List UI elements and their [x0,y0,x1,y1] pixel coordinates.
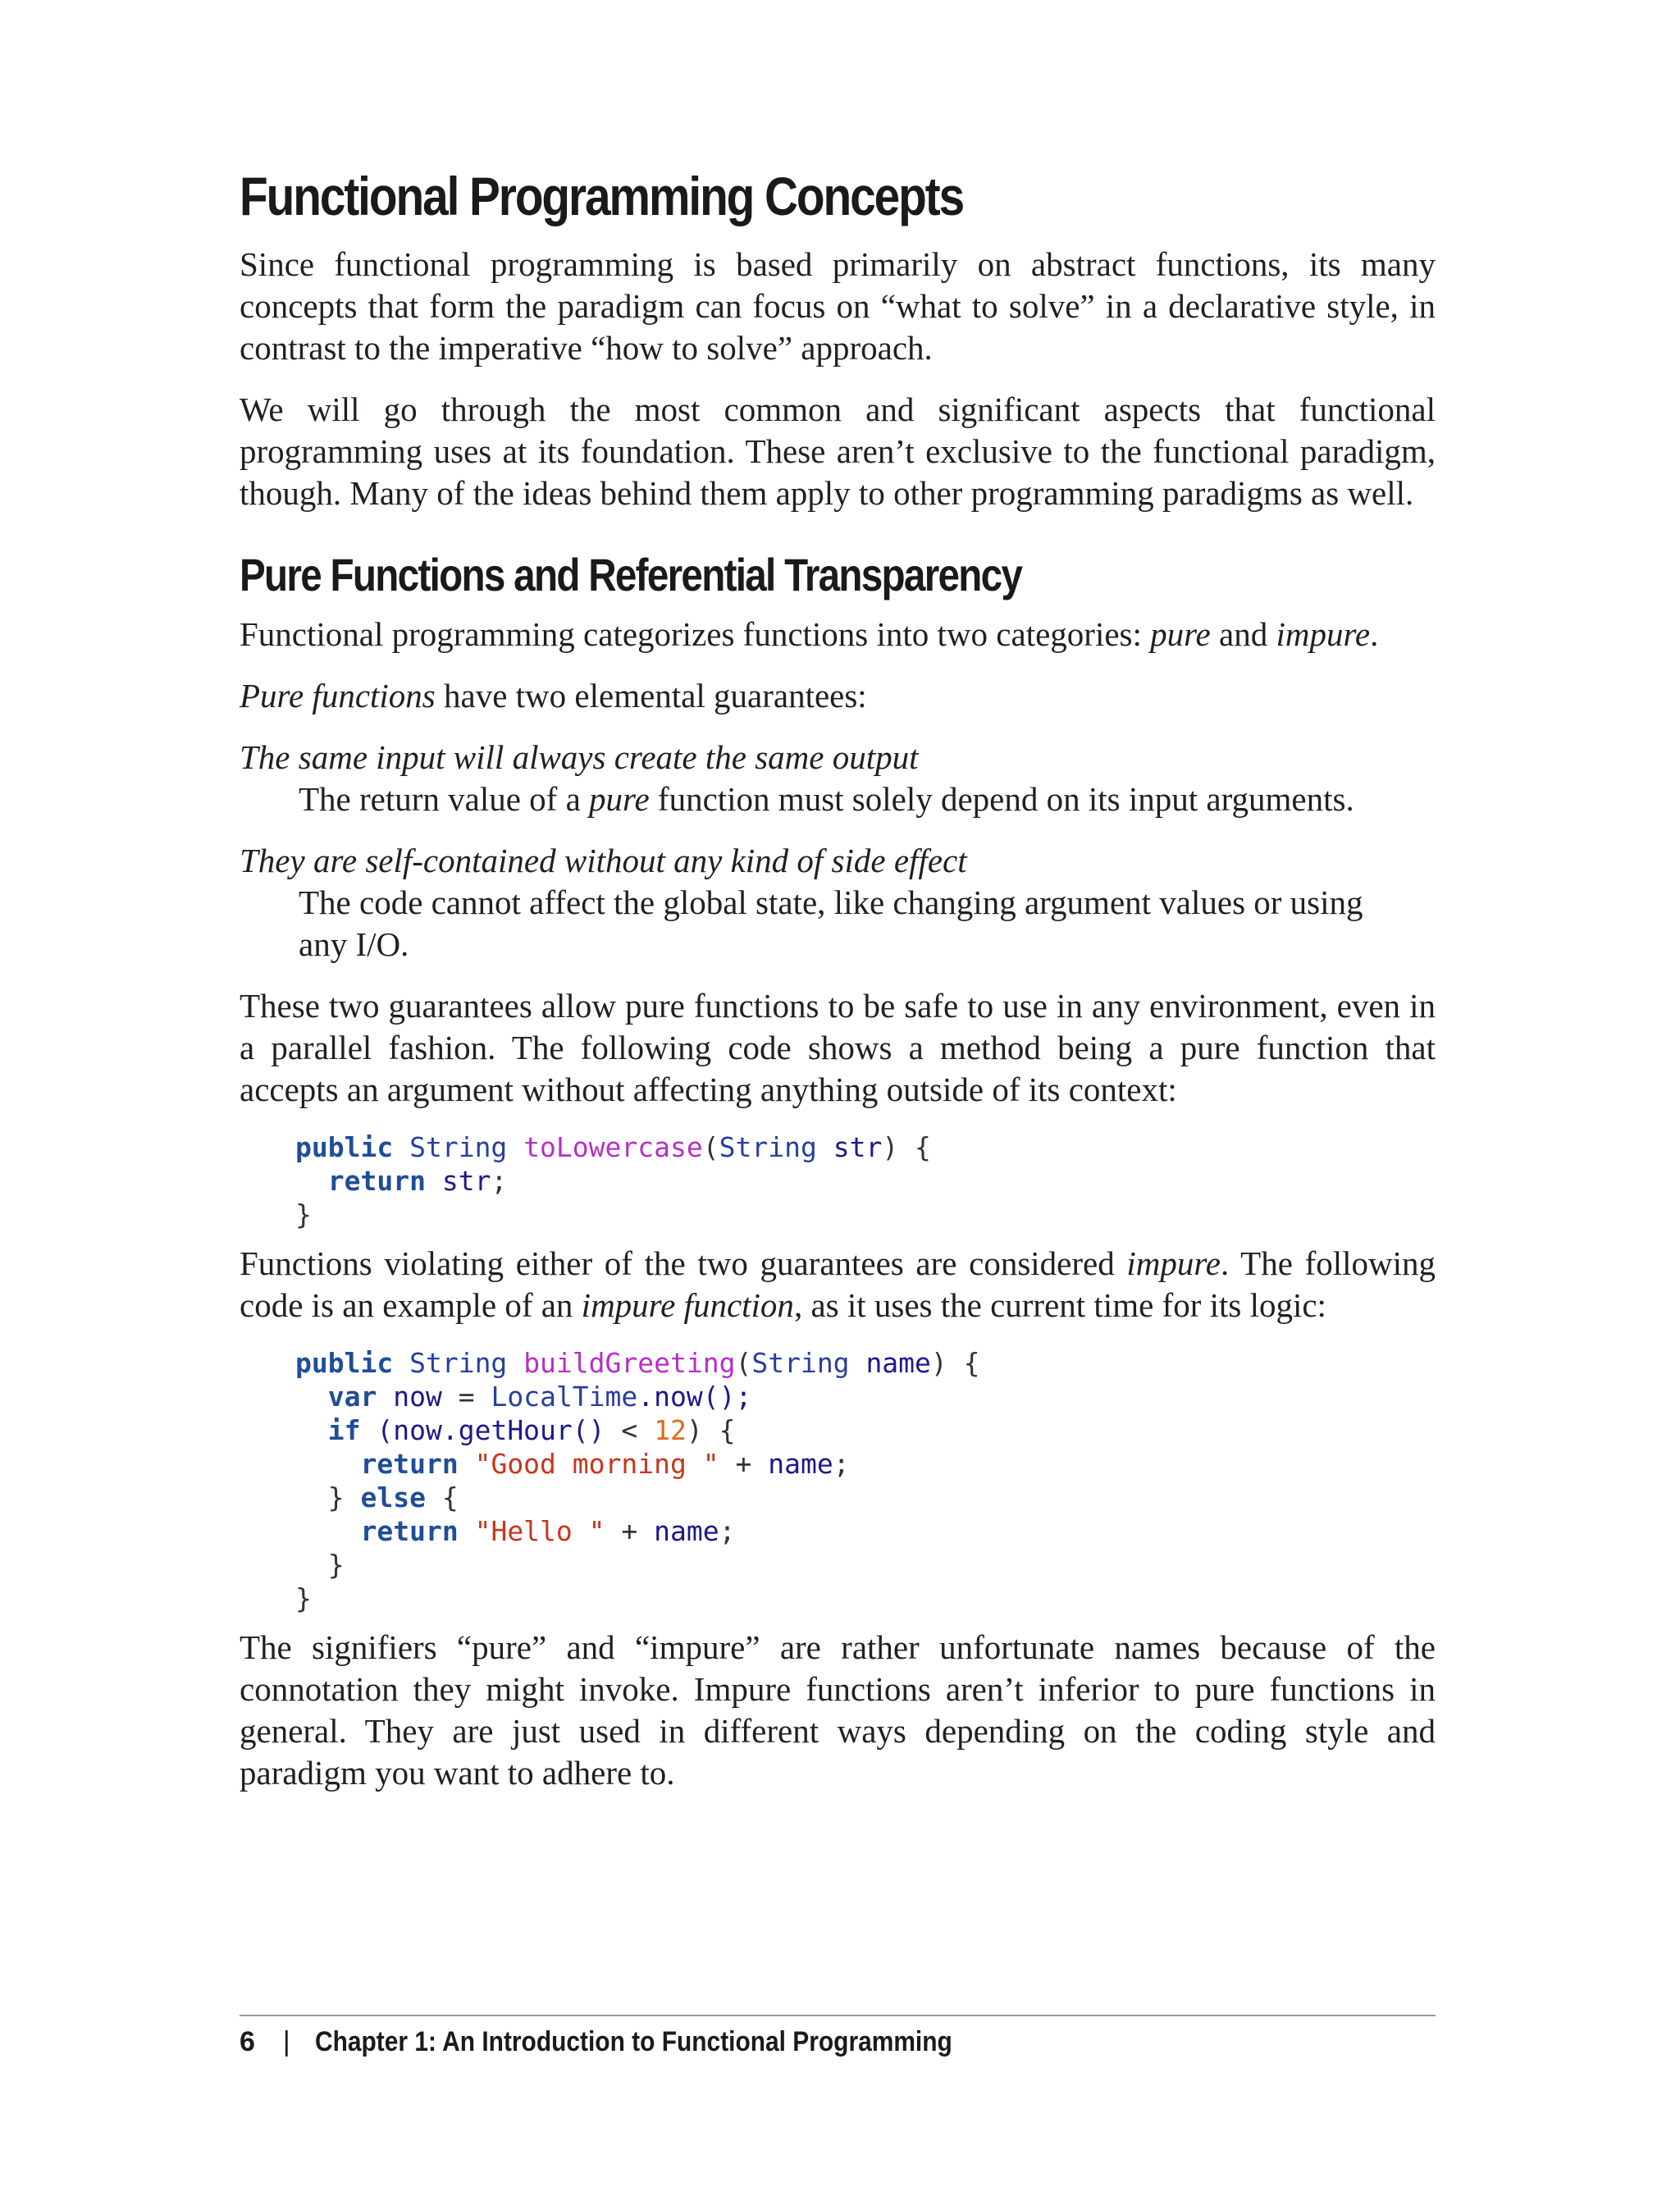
chapter-title: Chapter 1: An Introduction to Functional Programming [314,2026,952,2057]
footer-separator: | [282,2026,290,2057]
paragraph-categories: Functional programming categorizes functions into two categories: pure and impure. [240,615,1379,654]
definition-desc-same-output: The return value of a pure function must solely depend on its input arguments. [299,780,1354,819]
paragraph-pure-code: These two guarantees allow pure functions to be safe to use in any environment, even in a parallel fashion. The following code shows a method being a pure function that accepts an argument without affecting anything outside of its context: [240,987,1436,1109]
section-heading: Functional Programming Concepts [240,166,964,226]
paragraph-intro: Since functional programming is based primarily on abstract functions, its many concepts that form the paradigm can focus on “what to solve” in a declarative style, in contrast to the imperative “how to solve” approach. [240,245,1436,368]
definition-term-same-output: The same input will always create the same output [240,738,919,777]
definition-desc-self-contained: The code cannot affect the global state, like changing argument values or using any I/O. [299,883,1363,964]
subsection-heading: Pure Functions and Referential Transparency [240,549,1022,601]
footer-rule [240,2015,1436,2016]
paragraph-signifiers: The signifiers “pure” and “impure” are rather unfortunate names because of the connotation they might invoke. Impure functions aren’t inferior to pure functions in general. They are just used in different ways depending on the coding style and paradigm you want to adhere to. [240,1628,1436,1792]
paragraph-impure: Functions violating either of the two guarantees are considered impure. The following code is an example of an impure function, as it uses the current time for its logic: [240,1244,1436,1325]
code-block-impure-function: public String buildGreeting(String name) { var now = LocalTime.now(); if (now.getHour() < 12) { return "Good morning " + name; } else { return "Hello " + name; } } [295,1347,980,1615]
paragraph-guarantees: Pure functions have two elemental guarantees: [240,677,867,715]
page-footer [240,2026,1039,2058]
paragraph-overview: We will go through the most common and significant aspects that functional programming uses at its foundation. These aren’t exclusive to the functional paradigm, though. Many of the ideas behind them apply to other programming paradigms as well. [240,390,1436,513]
definition-list [240,737,1436,966]
page-number: 6 [240,2026,255,2057]
code-block-pure-function: public String toLowercase(String str) { return str; } [295,1131,931,1231]
page-content [240,164,1436,1814]
definition-term-self-contained: They are self-contained without any kind of side effect [240,842,967,880]
